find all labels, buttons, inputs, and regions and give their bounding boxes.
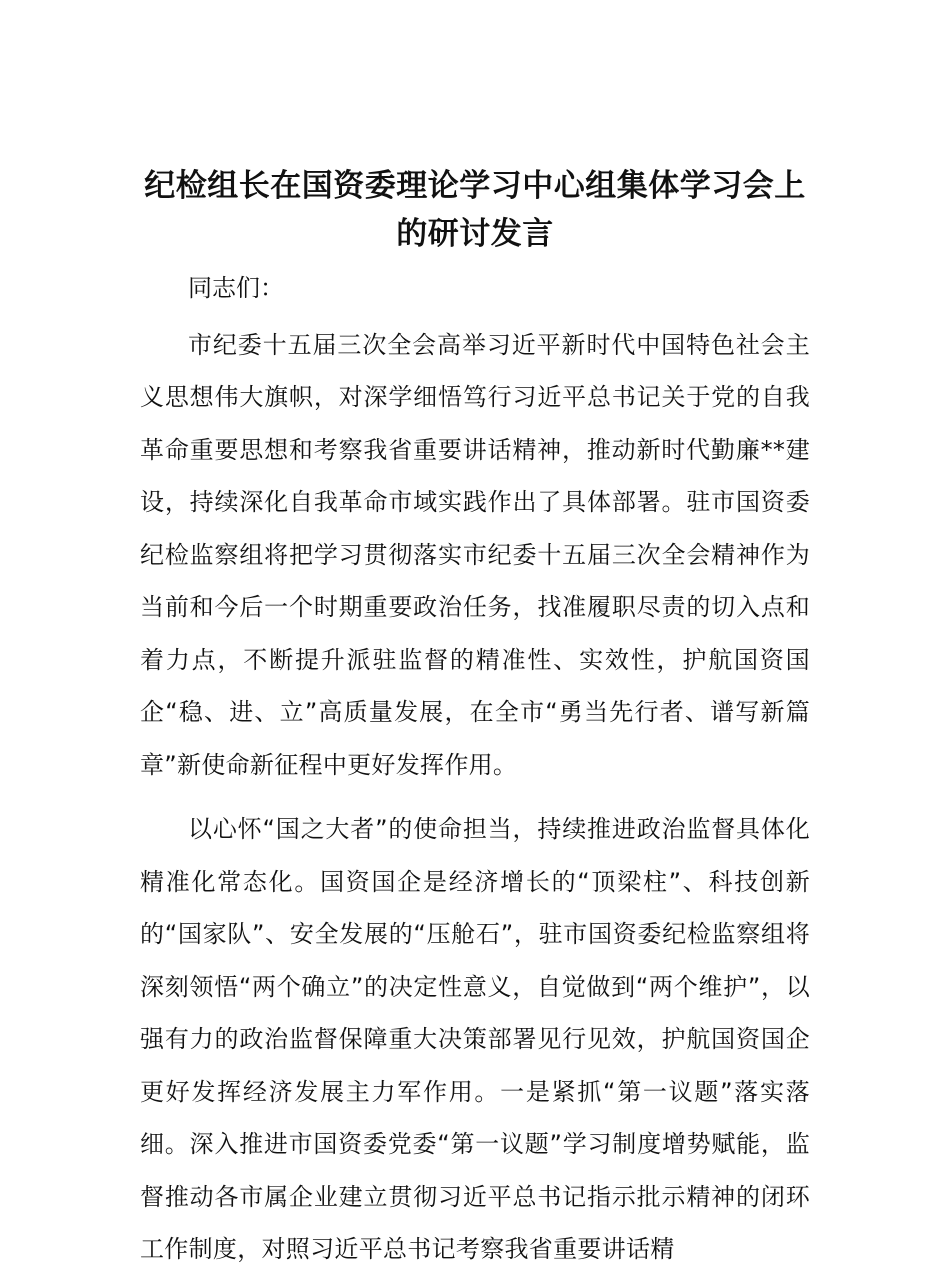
paragraph-2: 以心怀“国之大者”的使命担当，持续推进政治监督具体化精准化常态化。国资国企是经济增长的“顶梁柱”、科技创新的“国家队”、安全发展的“压舱石”，驻市国资委纪检监察组将深刻领悟“两个确立”的决定性意义，自觉做到“两个维护”，以强有力的政治监督保障重大决策部署见行见效，护航国资国企更好发挥经济发展主力军作用。一是紧抓“第一议题”落实落细。深入推进市国资委党委“第一议题”学习制度增势赋能，监督推动各市属企业建立贯彻习近平总书记指示批示精神的闭环工作制度，对照习近平总书记考察我省重要讲话精 xyxy=(140,815,810,1263)
paragraph-1: 市纪委十五届三次全会高举习近平新时代中国特色社会主义思想伟大旗帜，对深学细悟笃行习近平总书记关于党的自我革命重要思想和考察我省重要讲话精神，推动新时代勤廉**建设，持续深化自我革命市域实践作出了具体部署。驻市国资委纪检监察组将把学习贯彻落实市纪委十五届三次全会精神作为当前和今后一个时期重要政治任务，找准履职尽责的切入点和着力点，不断提升派驻监督的精准性、实效性，护航国资国企“稳、进、立”高质量发展，在全市“勇当先行者、谱写新篇章”新使命新征程中更好发挥作用。 xyxy=(140,330,810,779)
document-title: 纪检组长在国资委理论学习中心组集体学习会上的研讨发言 xyxy=(144,168,806,252)
document-body xyxy=(140,262,810,1276)
salutation: 同志们： xyxy=(188,274,284,302)
